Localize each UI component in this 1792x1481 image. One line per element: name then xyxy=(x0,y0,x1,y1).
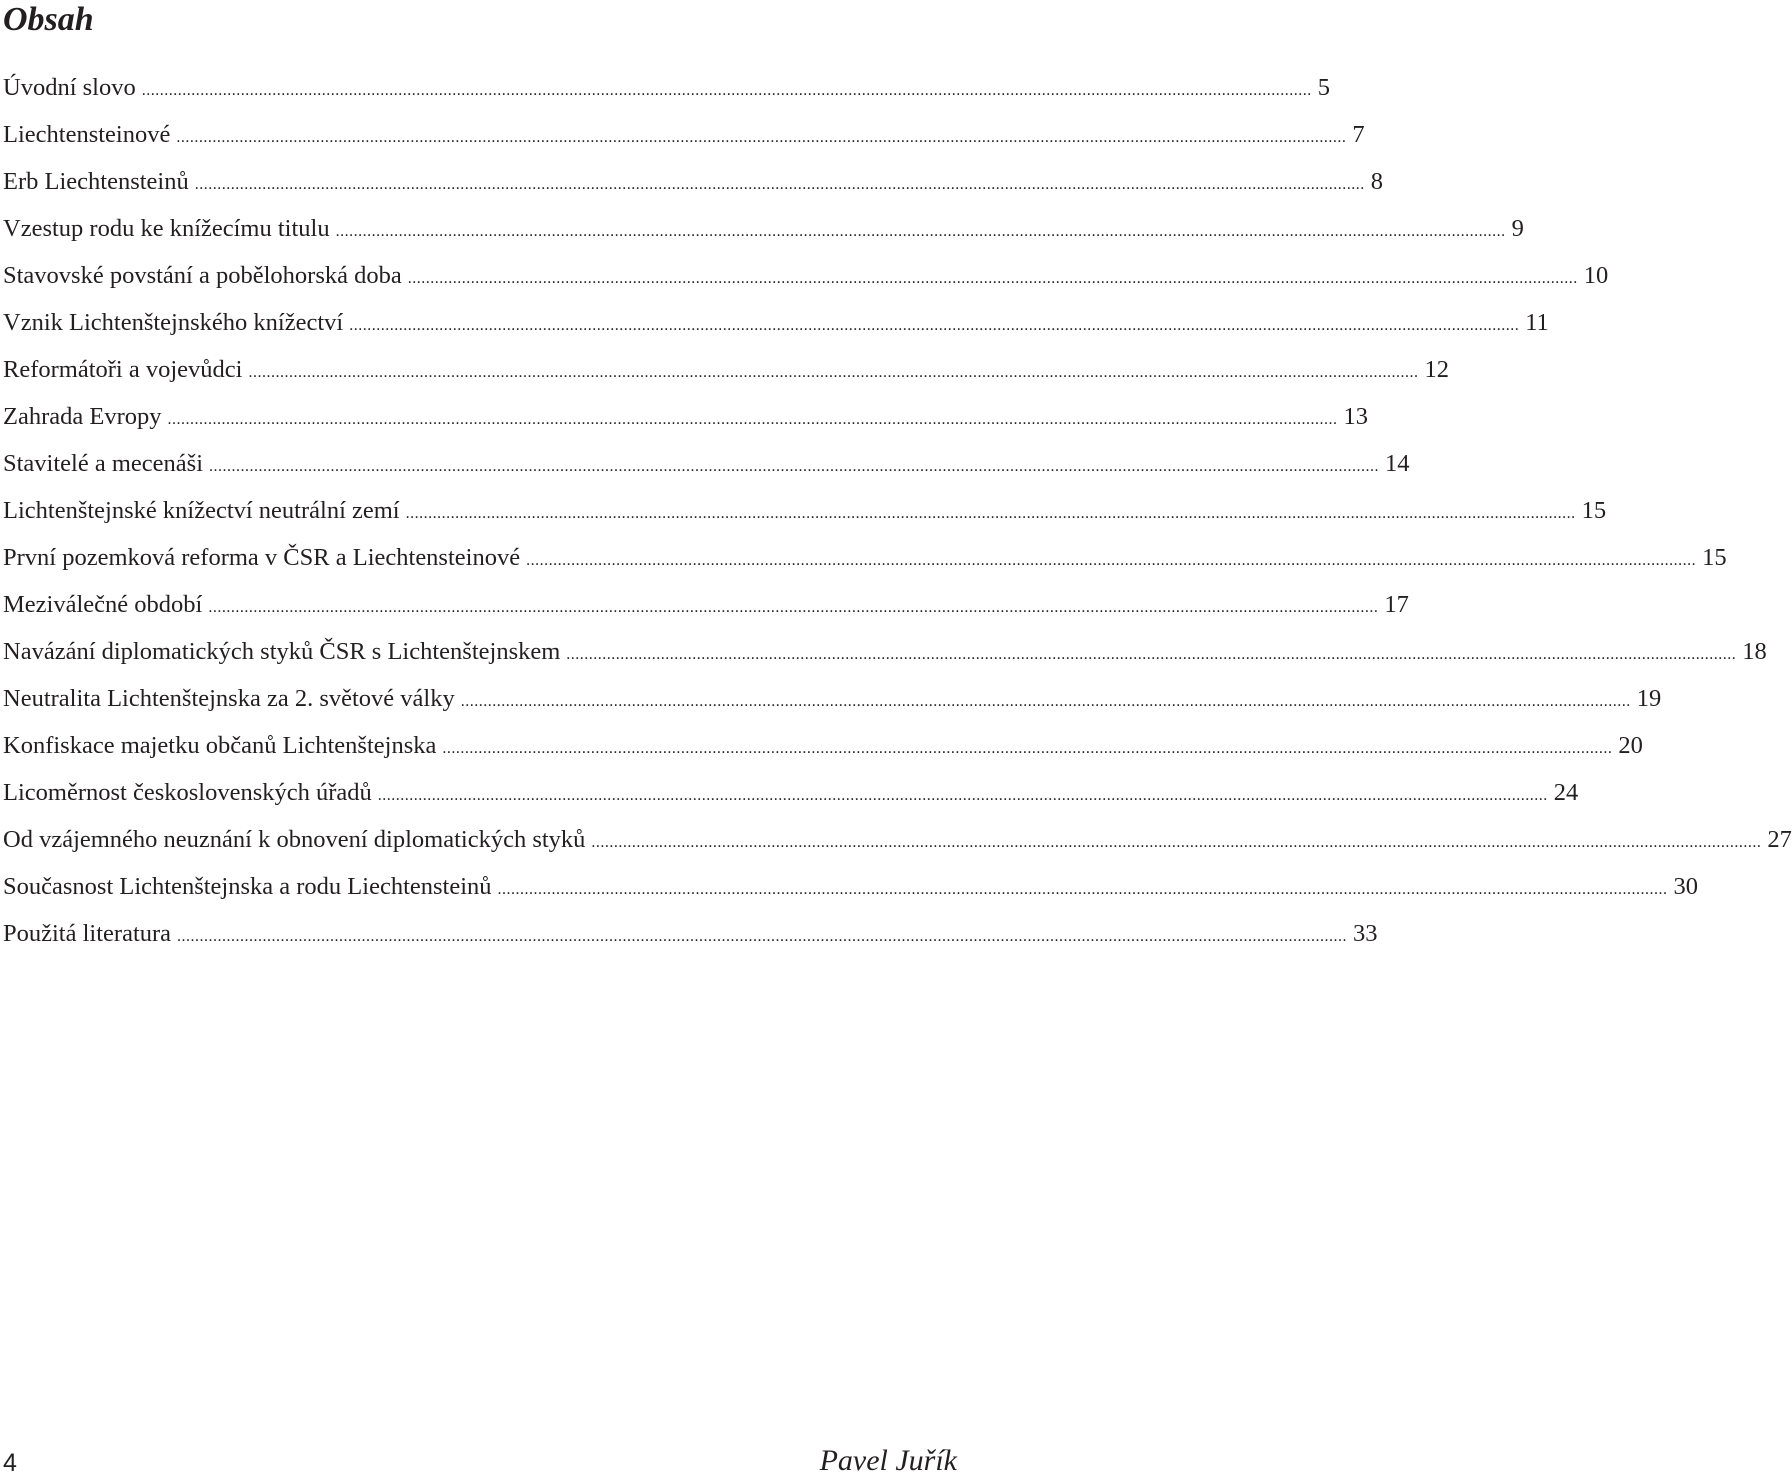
toc-entry-page: 15 xyxy=(1702,544,1727,571)
toc-entry-page: 12 xyxy=(1424,356,1449,383)
page-title: Obsah xyxy=(3,1,94,38)
toc-entry-title: Stavovské povstání a pobělohorská doba xyxy=(3,262,402,289)
dot-leader: .................................................................................................................................................................................................................................................................... xyxy=(442,740,1613,757)
dot-leader: .................................................................................................................................................................................................................................................................... xyxy=(349,317,1520,334)
page-number: 4 xyxy=(3,1449,17,1477)
toc-entry-title: Erb Liechtensteinů xyxy=(3,168,189,195)
toc-entry-page: 11 xyxy=(1525,309,1549,336)
dot-leader: .................................................................................................................................................................................................................................................................... xyxy=(167,411,1338,428)
toc-entry-page: 8 xyxy=(1370,168,1383,195)
dot-leader: .................................................................................................................................................................................................................................................................... xyxy=(141,82,1312,99)
toc-entry-title: Zahrada Evropy xyxy=(3,403,162,430)
toc-entry xyxy=(3,581,1409,628)
dot-leader: .................................................................................................................................................................................................................................................................... xyxy=(209,458,1379,475)
toc-entry-page: 33 xyxy=(1353,920,1378,947)
toc-entry-page: 5 xyxy=(1317,74,1330,101)
toc-entry-title: Navázání diplomatických styků ČSR s Lichtenštejnskem xyxy=(3,638,561,665)
toc-entry-title: Lichtenštejnské knížectví neutrální zemí xyxy=(3,497,400,524)
toc-entry-title: Vzestup rodu ke knížecímu titulu xyxy=(3,215,330,242)
author-name: Pavel Juřík xyxy=(819,1444,957,1477)
dot-leader: .................................................................................................................................................................................................................................................................... xyxy=(405,505,1576,522)
dot-leader: .................................................................................................................................................................................................................................................................... xyxy=(177,928,1348,945)
toc-entry xyxy=(3,534,1727,581)
dot-leader: .................................................................................................................................................................................................................................................................... xyxy=(248,364,1419,381)
toc-entry-title: Současnost Lichtenštejnska a rodu Liechtensteinů xyxy=(3,873,492,900)
toc-entry xyxy=(3,64,1330,111)
dot-leader: .................................................................................................................................................................................................................................................................... xyxy=(526,552,1697,569)
dot-leader: .................................................................................................................................................................................................................................................................... xyxy=(407,270,1578,287)
toc-entry-page: 17 xyxy=(1384,591,1409,618)
toc-entry-page: 30 xyxy=(1673,873,1699,900)
dot-leader: .................................................................................................................................................................................................................................................................... xyxy=(566,646,1737,663)
toc-entry xyxy=(3,769,1579,816)
toc-entry xyxy=(3,346,1449,393)
toc-entry-title: Od vzájemného neuznání k obnovení diplomatických styků xyxy=(3,826,586,853)
toc-entry-page: 9 xyxy=(1511,215,1524,242)
toc-entry-title: Meziválečné období xyxy=(3,591,203,618)
toc-entry xyxy=(3,863,1699,910)
dot-leader: .................................................................................................................................................................................................................................................................... xyxy=(460,693,1631,710)
toc-entry xyxy=(3,487,1607,534)
toc-entry-title: Vznik Lichtenštejnského knížectví xyxy=(3,309,344,336)
dot-leader: .................................................................................................................................................................................................................................................................... xyxy=(497,881,1668,898)
toc-entry xyxy=(3,440,1410,487)
toc-entry xyxy=(3,910,1378,957)
toc-entry-title: Konfiskace majetku občanů Lichtenštejnska xyxy=(3,732,437,759)
dot-leader: .................................................................................................................................................................................................................................................................... xyxy=(208,599,1379,616)
dot-leader: .................................................................................................................................................................................................................................................................... xyxy=(194,176,1365,193)
toc-entry xyxy=(3,816,1792,863)
toc-entry-page: 24 xyxy=(1553,779,1579,806)
toc-entry xyxy=(3,628,1767,675)
toc-entry-page: 27 xyxy=(1767,826,1792,853)
toc-entry xyxy=(3,158,1383,205)
toc-entry xyxy=(3,299,1549,346)
toc-entry xyxy=(3,722,1643,769)
toc-entry xyxy=(3,205,1524,252)
toc-entry-page: 10 xyxy=(1583,262,1609,289)
toc-entry-page: 20 xyxy=(1618,732,1643,759)
dot-leader: .................................................................................................................................................................................................................................................................... xyxy=(335,223,1506,240)
toc-entry-title: Použitá literatura xyxy=(3,920,172,947)
toc-entry-title: Úvodní slovo xyxy=(3,74,136,101)
dot-leader: .................................................................................................................................................................................................................................................................... xyxy=(591,834,1762,851)
toc-entry-page: 7 xyxy=(1352,121,1365,148)
toc-entry xyxy=(3,393,1368,440)
toc-entry-page: 13 xyxy=(1343,403,1368,430)
dot-leader: .................................................................................................................................................................................................................................................................... xyxy=(377,787,1548,804)
toc-entry-title: Liechtensteinové xyxy=(3,121,171,148)
toc-entry-title: První pozemková reforma v ČSR a Liechtensteinové xyxy=(3,544,521,571)
toc-entry xyxy=(3,252,1609,299)
table-of-contents xyxy=(3,64,1792,957)
toc-entry-title: Stavitelé a mecenáši xyxy=(3,450,203,477)
toc-entry xyxy=(3,675,1662,722)
dot-leader: .................................................................................................................................................................................................................................................................... xyxy=(176,129,1347,146)
toc-entry-page: 18 xyxy=(1742,638,1767,665)
toc-entry-title: Neutralita Lichtenštejnska za 2. světové války xyxy=(3,685,455,712)
toc-entry-page: 15 xyxy=(1581,497,1607,524)
toc-entry-title: Licoměrnost československých úřadů xyxy=(3,779,372,806)
toc-entry-page: 19 xyxy=(1636,685,1662,712)
toc-entry-title: Reformátoři a vojevůdci xyxy=(3,356,243,383)
toc-entry xyxy=(3,111,1365,158)
toc-entry-page: 14 xyxy=(1385,450,1410,477)
